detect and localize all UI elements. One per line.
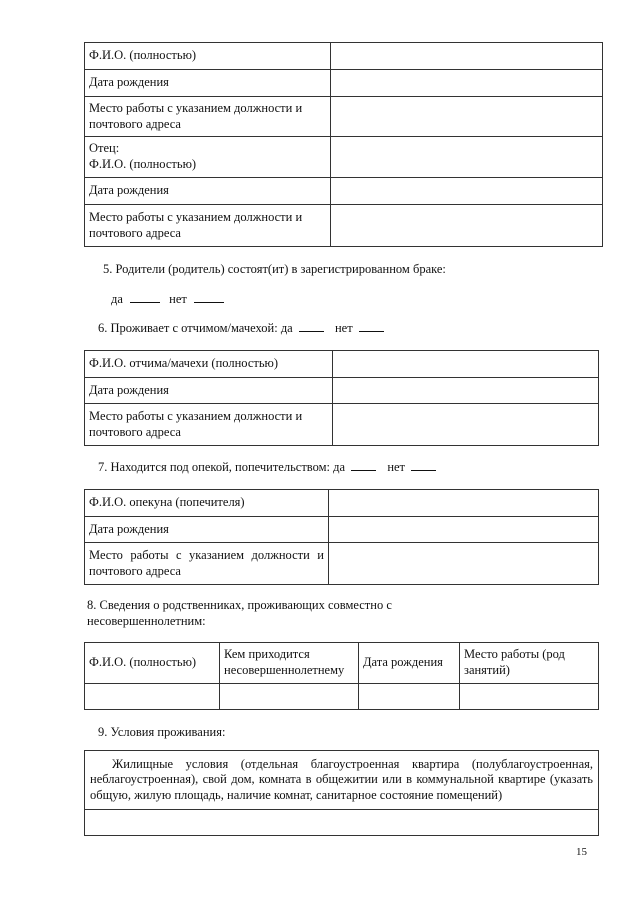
value-cell[interactable] [331,70,603,97]
column-header: Дата рождения [359,643,460,684]
row-label: Место работы с указанием должности и почтового адреса [85,97,331,137]
row-label: Ф.И.О. (полностью) [85,43,331,70]
section5-title: 5. Родители (родитель) состоят(ит) в зарегистрированном браке: [103,262,446,276]
yes-label: да [111,292,123,306]
section5-answers [111,291,224,308]
value-cell[interactable] [333,404,599,446]
guardian-table [84,489,599,585]
no-blank[interactable] [411,459,436,471]
no-label: нет [387,460,406,474]
parents-table [84,42,603,247]
no-blank[interactable] [194,291,224,303]
section6-title: 6. Проживает с отчимом/мачехой: да [98,321,293,335]
value-cell[interactable] [333,378,599,404]
row-label: Дата рождения [85,378,333,404]
table-cell[interactable] [220,684,359,710]
value-cell[interactable] [333,351,599,378]
row-label: Дата рождения [85,178,331,205]
value-cell[interactable] [331,178,603,205]
father-label-cell [85,137,331,178]
living-conditions-text: Жилищные условия (отдельная благоустроенная квартира (полублагоустроенная, неблагоустроенная), свой дом, комната в общежитии или в коммунальной квартире (указать общую, жилую площадь, наличие комнат, санитарное состояние помещений) [85,751,599,810]
yes-blank[interactable] [130,291,160,303]
value-cell[interactable] [331,43,603,70]
value-cell[interactable] [331,137,603,178]
yes-blank[interactable] [299,320,324,332]
row-label: Место работы с указанием должности и почтового адреса [85,205,331,247]
table-cell[interactable] [359,684,460,710]
relatives-table [84,642,599,710]
table-cell[interactable] [460,684,599,710]
no-blank[interactable] [359,320,384,332]
no-label: нет [334,321,353,335]
section7-line [98,459,436,476]
column-header: Ф.И.О. (полностью) [85,643,220,684]
row-label: Место работы с указанием должности и почтового адреса [85,404,333,446]
stepparent-table [84,350,599,446]
section9-title: 9. Условия проживания: [98,725,226,739]
value-cell[interactable] [331,205,603,247]
yes-blank[interactable] [351,459,376,471]
value-cell[interactable] [329,490,599,517]
column-header: Кем приходится несовершеннолетнему [220,643,359,684]
value-cell[interactable] [329,543,599,585]
table-cell[interactable] [85,684,220,710]
row-label: Дата рождения [85,70,331,97]
living-conditions-table [84,750,599,836]
section6-line [98,320,384,337]
section8-title-line2: несовершеннолетним: [87,614,206,628]
value-cell[interactable] [331,97,603,137]
living-conditions-value[interactable] [85,810,599,836]
value-cell[interactable] [329,517,599,543]
section8-title-line1: 8. Сведения о родственниках, проживающих совместно с [87,598,392,612]
row-label: Ф.И.О. опекуна (попечителя) [85,490,329,517]
no-label: нет [169,292,187,306]
row-label: Ф.И.О. (полностью) [89,157,197,171]
column-header: Место работы (род занятий) [460,643,599,684]
section7-title: 7. Находится под опекой, попечительством: да [98,460,346,474]
page-number: 15 [576,846,587,858]
row-label: Место работы с указанием должности и почтового адреса [85,543,329,585]
father-heading: Отец: [89,141,120,156]
row-label: Ф.И.О. отчима/мачехи (полностью) [85,351,333,378]
row-label: Дата рождения [85,517,329,543]
